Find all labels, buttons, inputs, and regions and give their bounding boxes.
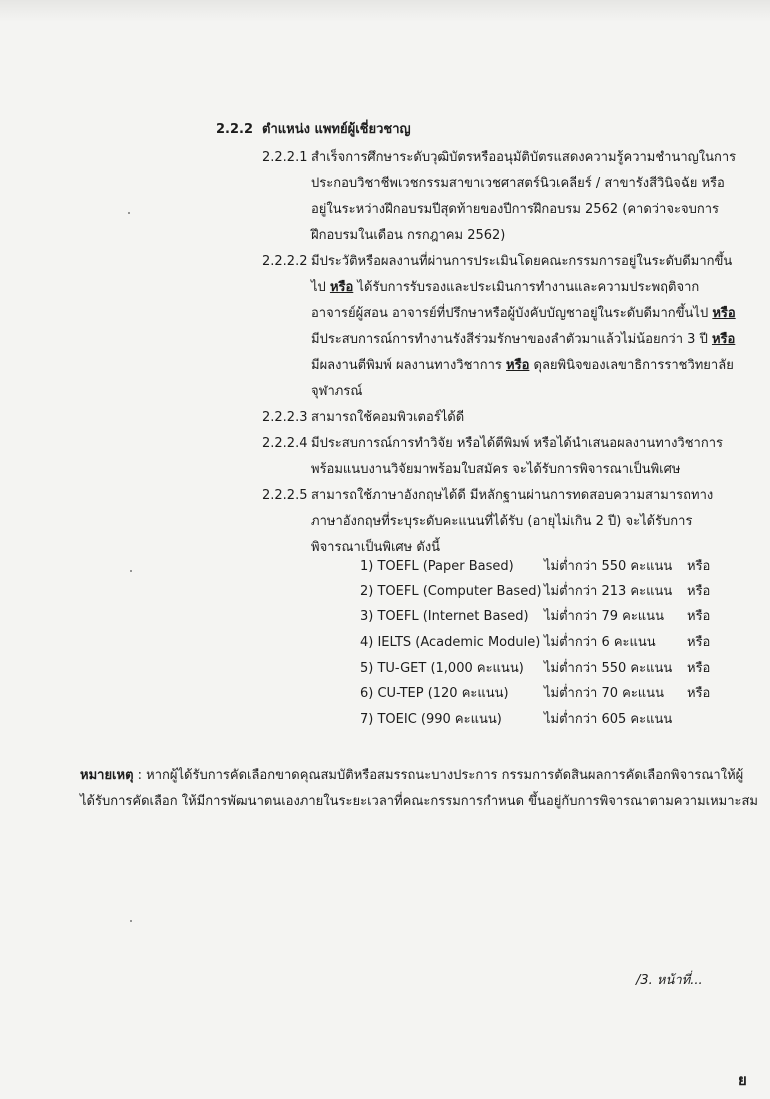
test-row bbox=[0, 558, 770, 576]
item-text: มีประสบการณ์การทำงานรังสีร่วมรักษาของลำตัวมาแล้วไม่น้อยกว่า 3 ปี bbox=[311, 332, 712, 347]
test-score: ไม่ต่ำกว่า 550 คะแนน bbox=[544, 559, 673, 574]
test-name: 6) CU-TEP (120 คะแนน) bbox=[360, 686, 509, 701]
or-keyword: หรือ bbox=[712, 306, 736, 321]
continue-marker: /3. หน้าที่... bbox=[636, 973, 703, 988]
test-or: หรือ bbox=[687, 661, 711, 676]
test-score: ไม่ต่ำกว่า 213 คะแนน bbox=[544, 584, 673, 599]
item-line: ประกอบวิชาชีพเวชกรรมสาขาเวชศาสตร์นิวเคลียร์ / สาขารังสีวินิจฉัย หรือ bbox=[311, 176, 725, 191]
item-line bbox=[311, 357, 734, 374]
item-line: จุฬาภรณ์ bbox=[311, 384, 363, 399]
test-row bbox=[0, 634, 770, 652]
item-line bbox=[311, 305, 736, 322]
scan-speck bbox=[128, 212, 130, 214]
test-row bbox=[0, 711, 770, 729]
item-line bbox=[311, 279, 699, 296]
test-or: หรือ bbox=[687, 609, 711, 624]
item-line: สามารถใช้คอมพิวเตอร์ได้ดี bbox=[311, 410, 465, 425]
test-score: ไม่ต่ำกว่า 6 คะแนน bbox=[544, 635, 656, 650]
item-line: พร้อมแนบงานวิจัยมาพร้อมใบสมัคร จะได้รับการพิจารณาเป็นพิเศษ bbox=[311, 462, 681, 477]
item-line: ภาษาอังกฤษที่ระบุระดับคะแนนที่ได้รับ (อายุไม่เกิน 2 ปี) จะได้รับการ bbox=[311, 514, 693, 529]
test-score: ไม่ต่ำกว่า 605 คะแนน bbox=[544, 712, 673, 727]
test-or: หรือ bbox=[687, 559, 711, 574]
item-line: สำเร็จการศึกษาระดับวุฒิบัตรหรืออนุมัติบัตรแสดงความรู้ความชำนาญในการ bbox=[311, 150, 737, 165]
test-name: 5) TU-GET (1,000 คะแนน) bbox=[360, 661, 524, 676]
item-line bbox=[311, 331, 735, 348]
item-number: 2.2.2.3 bbox=[262, 410, 308, 425]
item-line: สามารถใช้ภาษาอังกฤษได้ดี มีหลักฐานผ่านการทดสอบความสามารถทาง bbox=[311, 488, 714, 503]
note-text: : หากผู้ได้รับการคัดเลือกขาดคุณสมบัติหรือสมรรถนะบางประการ กรรมการตัดสินผลการคัดเลือกพิจารณาให้ผู้ bbox=[133, 768, 744, 783]
item-line: อยู่ในระหว่างฝึกอบรมปีสุดท้ายของปีการฝึกอบรม 2562 (คาดว่าจะจบการ bbox=[311, 202, 719, 217]
item-number: 2.2.2.4 bbox=[262, 436, 308, 451]
test-name: 3) TOEFL (Internet Based) bbox=[360, 609, 529, 624]
test-or: หรือ bbox=[687, 635, 711, 650]
note-line: ได้รับการคัดเลือก ให้มีการพัฒนาตนเองภายในระยะเวลาที่คณะกรรมการกำหนด ขึ้นอยู่กับการพิจารณาตามความเหมาะสม bbox=[80, 794, 759, 809]
item-number: 2.2.2.1 bbox=[262, 150, 308, 165]
test-or: หรือ bbox=[687, 686, 711, 701]
item-line: มีประวัติหรือผลงานที่ผ่านการประเมินโดยคณะกรรมการอยู่ในระดับดีมากขึ้น bbox=[311, 254, 733, 269]
item-number: 2.2.2.2 bbox=[262, 254, 308, 269]
item-text: มีผลงานตีพิมพ์ ผลงานทางวิชาการ bbox=[311, 358, 507, 373]
item-number: 2.2.2.5 bbox=[262, 488, 308, 503]
test-row bbox=[0, 583, 770, 601]
section-title: ตำแหน่ง แพทย์ผู้เชี่ยวชาญ bbox=[262, 122, 411, 137]
or-keyword: หรือ bbox=[711, 332, 736, 347]
initials-mark: ย bbox=[738, 1071, 747, 1089]
test-score: ไม่ต่ำกว่า 550 คะแนน bbox=[544, 661, 673, 676]
note-line bbox=[80, 767, 743, 784]
scan-speck bbox=[130, 920, 132, 922]
item-text: ได้รับการรับรองและประเมินการทำงานและความประพฤติจาก bbox=[353, 280, 700, 295]
test-score: ไม่ต่ำกว่า 79 คะแนน bbox=[544, 609, 664, 624]
scan-shadow bbox=[0, 0, 770, 22]
or-keyword: หรือ bbox=[506, 358, 530, 373]
test-name: 1) TOEFL (Paper Based) bbox=[360, 559, 514, 574]
item-text: ดุลยพินิจของเลขาธิการราชวิทยาลัย bbox=[529, 358, 734, 373]
item-line: มีประสบการณ์การทำวิจัย หรือได้ตีพิมพ์ หรือได้นำเสนอผลงานทางวิชาการ bbox=[311, 436, 724, 451]
test-or: หรือ bbox=[687, 584, 711, 599]
section-number: 2.2.2 bbox=[216, 122, 254, 137]
test-name: 4) IELTS (Academic Module) bbox=[360, 635, 541, 650]
item-text: อาจารย์ผู้สอน อาจารย์ที่ปรึกษาหรือผู้บังคับบัญชาอยู่ในระดับดีมากขึ้นไป bbox=[311, 306, 713, 321]
test-row bbox=[0, 685, 770, 703]
note-label: หมายเหตุ bbox=[80, 768, 134, 783]
test-row bbox=[0, 608, 770, 626]
item-text: ไป bbox=[311, 280, 330, 295]
test-row bbox=[0, 660, 770, 678]
or-keyword: หรือ bbox=[329, 280, 354, 295]
test-score: ไม่ต่ำกว่า 70 คะแนน bbox=[544, 686, 664, 701]
item-line: พิจารณาเป็นพิเศษ ดังนี้ bbox=[311, 540, 441, 555]
test-name: 7) TOEIC (990 คะแนน) bbox=[360, 712, 502, 727]
item-line: ฝึกอบรมในเดือน กรกฎาคม 2562) bbox=[311, 228, 506, 243]
test-name: 2) TOEFL (Computer Based) bbox=[360, 584, 542, 599]
scan-speck bbox=[130, 570, 132, 572]
